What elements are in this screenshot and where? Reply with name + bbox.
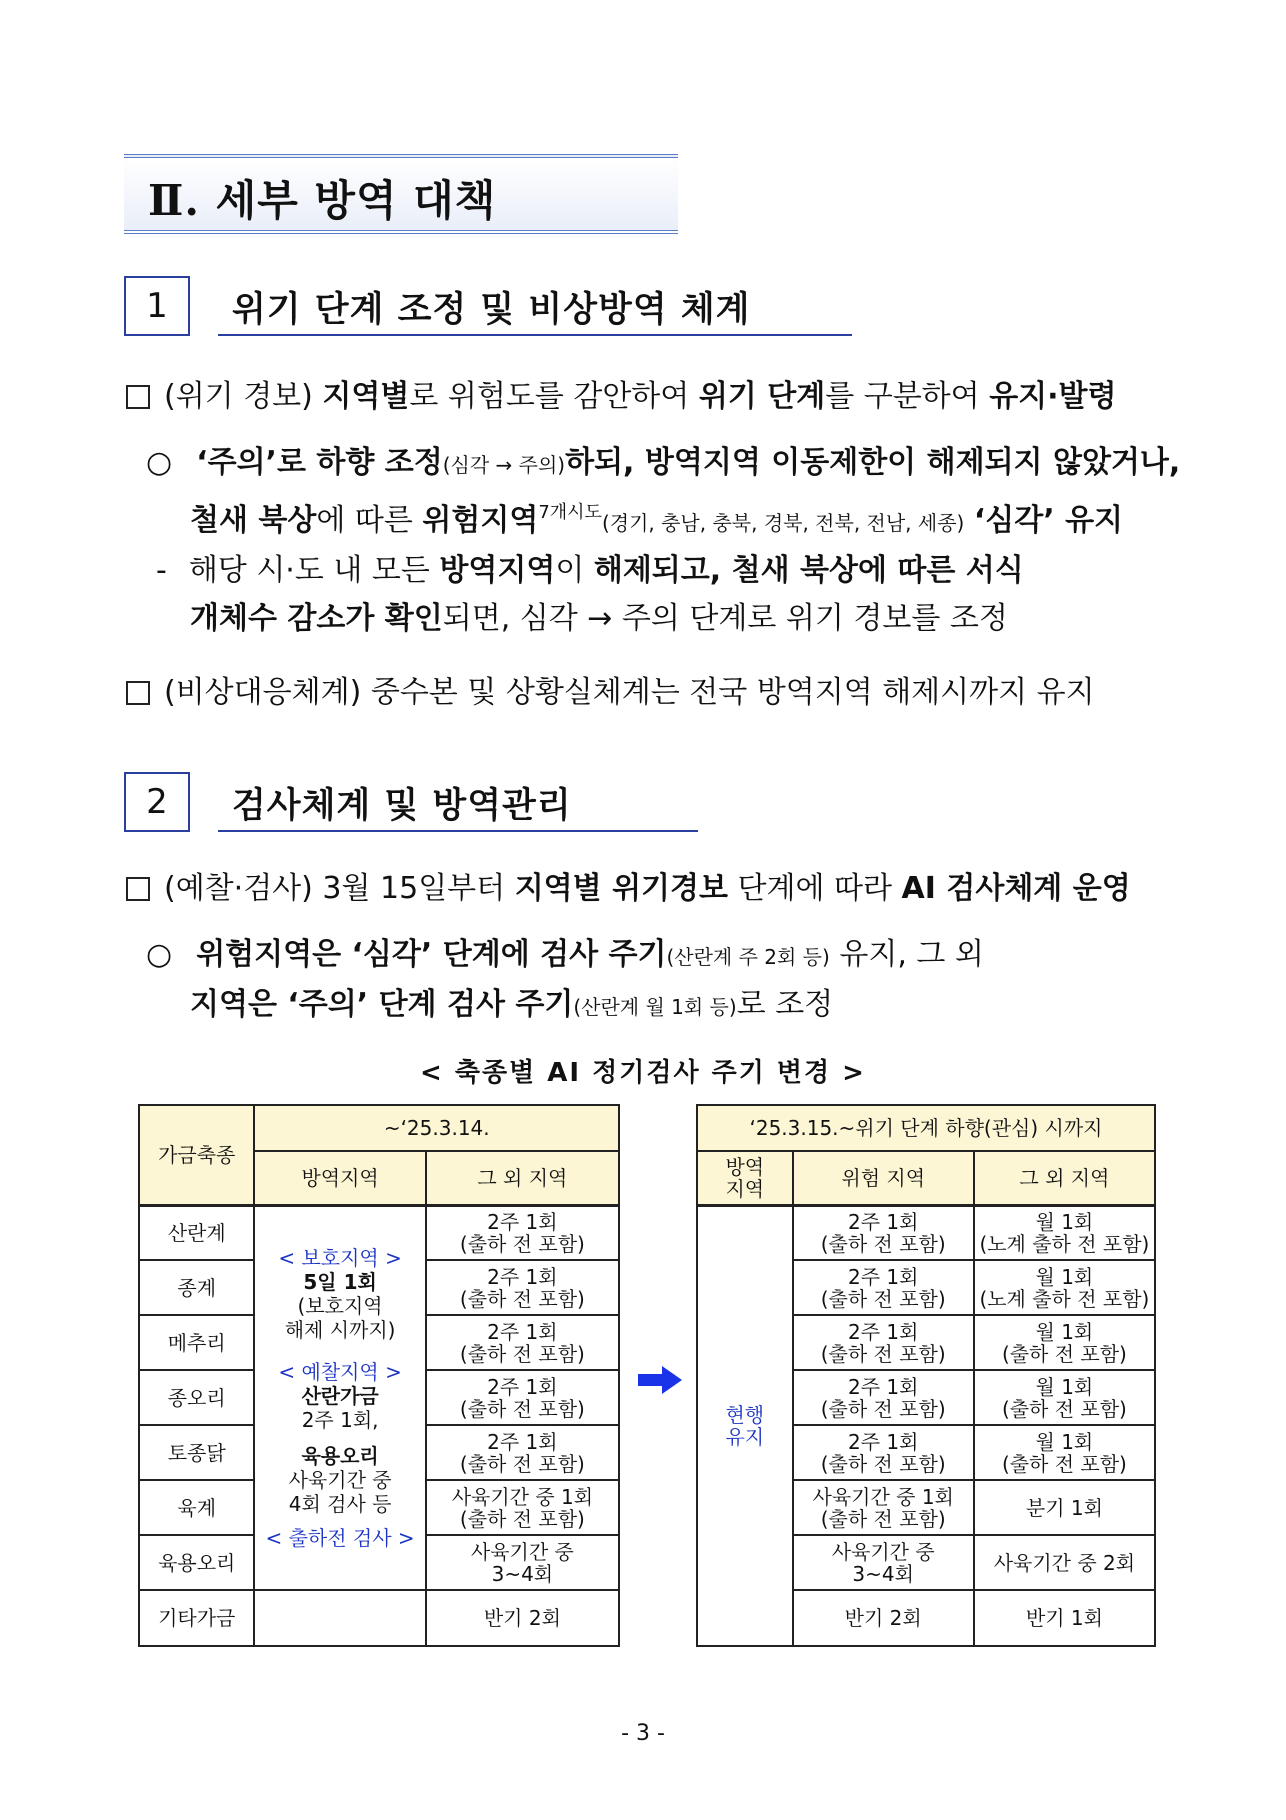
other-area-cell: 사육기간 중 3~4회 <box>426 1535 619 1590</box>
header-quarantine-zone: 방역 지역 <box>697 1151 793 1205</box>
header-species: 가금축종 <box>139 1105 254 1205</box>
table-after <box>696 1104 1156 1647</box>
quarantine-zone-maintain-cell: 현행 유지 <box>697 1205 793 1646</box>
risk-area-cell: 사육기간 중 1회 (출하 전 포함) <box>793 1480 974 1535</box>
species-cell: 기타가금 <box>139 1590 254 1646</box>
other-area-cell: 2주 1회 (출하 전 포함) <box>426 1260 619 1315</box>
other-area-cell: 월 1회 (노계 출하 전 포함) <box>974 1205 1155 1260</box>
species-cell: 토종닭 <box>139 1425 254 1480</box>
dash-item-adjust: - 해당 시·도 내 모든 방역지역이 해제되고, 철새 북상에 따른 서식 <box>156 553 1024 588</box>
quarantine-zone-cell: < 보호지역 > 5일 1회 (보호지역 해제 시까지) < 예찰지역 > 산란가금 2주 1회, 육용오리 사육기간 중 4회 검사 등 < 출하전 검사 > <box>254 1205 425 1590</box>
quarantine-zone-bottom-cell <box>254 1590 425 1646</box>
section-underline-2 <box>218 830 698 832</box>
header-period-after: ‘25.3.15.~위기 단계 하향(관심) 시까지 <box>697 1105 1155 1151</box>
paragraph-surveillance: (예찰·검사) 3월 15일부터 지역별 위기경보 단계에 따라 AI 검사체계 운영 <box>126 864 1131 914</box>
risk-area-cell: 2주 1회 (출하 전 포함) <box>793 1315 974 1370</box>
right-arrow-icon <box>638 1366 682 1394</box>
header-other-area: 그 외 지역 <box>426 1151 619 1205</box>
other-area-cell: 2주 1회 (출하 전 포함) <box>426 1205 619 1260</box>
other-area-cell: 분기 1회 <box>974 1480 1155 1535</box>
bullet-item-inspection-cycle-cont: 지역은 ‘주의’ 단계 검사 주기(산란계 월 1회 등)로 조정 <box>190 987 834 1022</box>
species-cell: 산란계 <box>139 1205 254 1260</box>
species-cell: 종오리 <box>139 1370 254 1425</box>
other-area-cell: 반기 1회 <box>974 1590 1155 1646</box>
dash-bullet-icon: - <box>156 553 167 588</box>
risk-area-cell: 2주 1회 (출하 전 포함) <box>793 1370 974 1425</box>
section-number-2: 2 <box>124 772 190 832</box>
chapter-title-box <box>124 154 678 234</box>
species-cell: 메추리 <box>139 1315 254 1370</box>
bullet-item-downgrade-cont: 철새 북상에 따른 위험지역$^{7개시도}$(경기, 충남, 충북, 경북, 전북, 전남, 세종) ‘심각’ 유지 <box>190 502 1124 538</box>
square-bullet-icon <box>126 877 150 901</box>
section-title-2: 검사체계 및 방역관리 <box>232 786 572 826</box>
table-caption: < 축종별 AI 정기검사 주기 변경 > <box>420 1058 866 1088</box>
circle-bullet-icon: ○ <box>146 445 173 480</box>
square-bullet-icon <box>126 385 150 409</box>
risk-area-cell: 2주 1회 (출하 전 포함) <box>793 1425 974 1480</box>
paragraph-crisis-alert: (위기 경보) 지역별로 위험도를 감안하여 위기 단계를 구분하여 유지·발령 <box>126 372 1117 422</box>
species-cell: 종계 <box>139 1260 254 1315</box>
other-area-cell: 2주 1회 (출하 전 포함) <box>426 1370 619 1425</box>
other-area-cell: 월 1회 (출하 전 포함) <box>974 1315 1155 1370</box>
dash-item-adjust-cont: 개체수 감소가 확인되면, 심각 → 주의 단계로 위기 경보를 조정 <box>190 601 1008 636</box>
other-area-cell: 월 1회 (노계 출하 전 포함) <box>974 1260 1155 1315</box>
risk-area-cell: 2주 1회 (출하 전 포함) <box>793 1260 974 1315</box>
section-number-1: 1 <box>124 276 190 336</box>
species-cell: 육용오리 <box>139 1535 254 1590</box>
risk-area-cell: 사육기간 중 3~4회 <box>793 1535 974 1590</box>
header-period-before: ~‘25.3.14. <box>254 1105 619 1151</box>
table-before <box>138 1104 620 1647</box>
other-area-cell: 2주 1회 (출하 전 포함) <box>426 1425 619 1480</box>
other-area-cell: 월 1회 (출하 전 포함) <box>974 1425 1155 1480</box>
square-bullet-icon <box>126 681 150 705</box>
header-risk-area: 위험 지역 <box>793 1151 974 1205</box>
header-other-area: 그 외 지역 <box>974 1151 1155 1205</box>
chapter-title: Ⅱ. 세부 방역 대책 <box>148 176 497 225</box>
risk-area-cell: 반기 2회 <box>793 1590 974 1646</box>
bullet-item-inspection-cycle: ○ 위험지역은 ‘심각’ 단계에 검사 주기(산란계 주 2회 등) 유지, 그 외 <box>146 937 984 972</box>
bullet-item-downgrade: ○ ‘주의’로 하향 조정(심각 → 주의)하되, 방역지역 이동제한이 해제되지 않았거나, <box>146 445 1181 480</box>
species-cell: 육계 <box>139 1480 254 1535</box>
circle-bullet-icon: ○ <box>146 937 173 972</box>
other-area-cell: 반기 2회 <box>426 1590 619 1646</box>
other-area-cell: 사육기간 중 2회 <box>974 1535 1155 1590</box>
section-underline-1 <box>218 334 852 336</box>
paragraph-emergency-system: (비상대응체계) 중수본 및 상황실체계는 전국 방역지역 해제시까지 유지 <box>126 668 1095 718</box>
other-area-cell: 월 1회 (출하 전 포함) <box>974 1370 1155 1425</box>
header-quarantine-zone: 방역지역 <box>254 1151 425 1205</box>
risk-area-cell: 2주 1회 (출하 전 포함) <box>793 1205 974 1260</box>
other-area-cell: 사육기간 중 1회 (출하 전 포함) <box>426 1480 619 1535</box>
section-title-1: 위기 단계 조정 및 비상방역 체계 <box>232 290 751 330</box>
page-number: - 3 - <box>621 1721 665 1746</box>
other-area-cell: 2주 1회 (출하 전 포함) <box>426 1315 619 1370</box>
